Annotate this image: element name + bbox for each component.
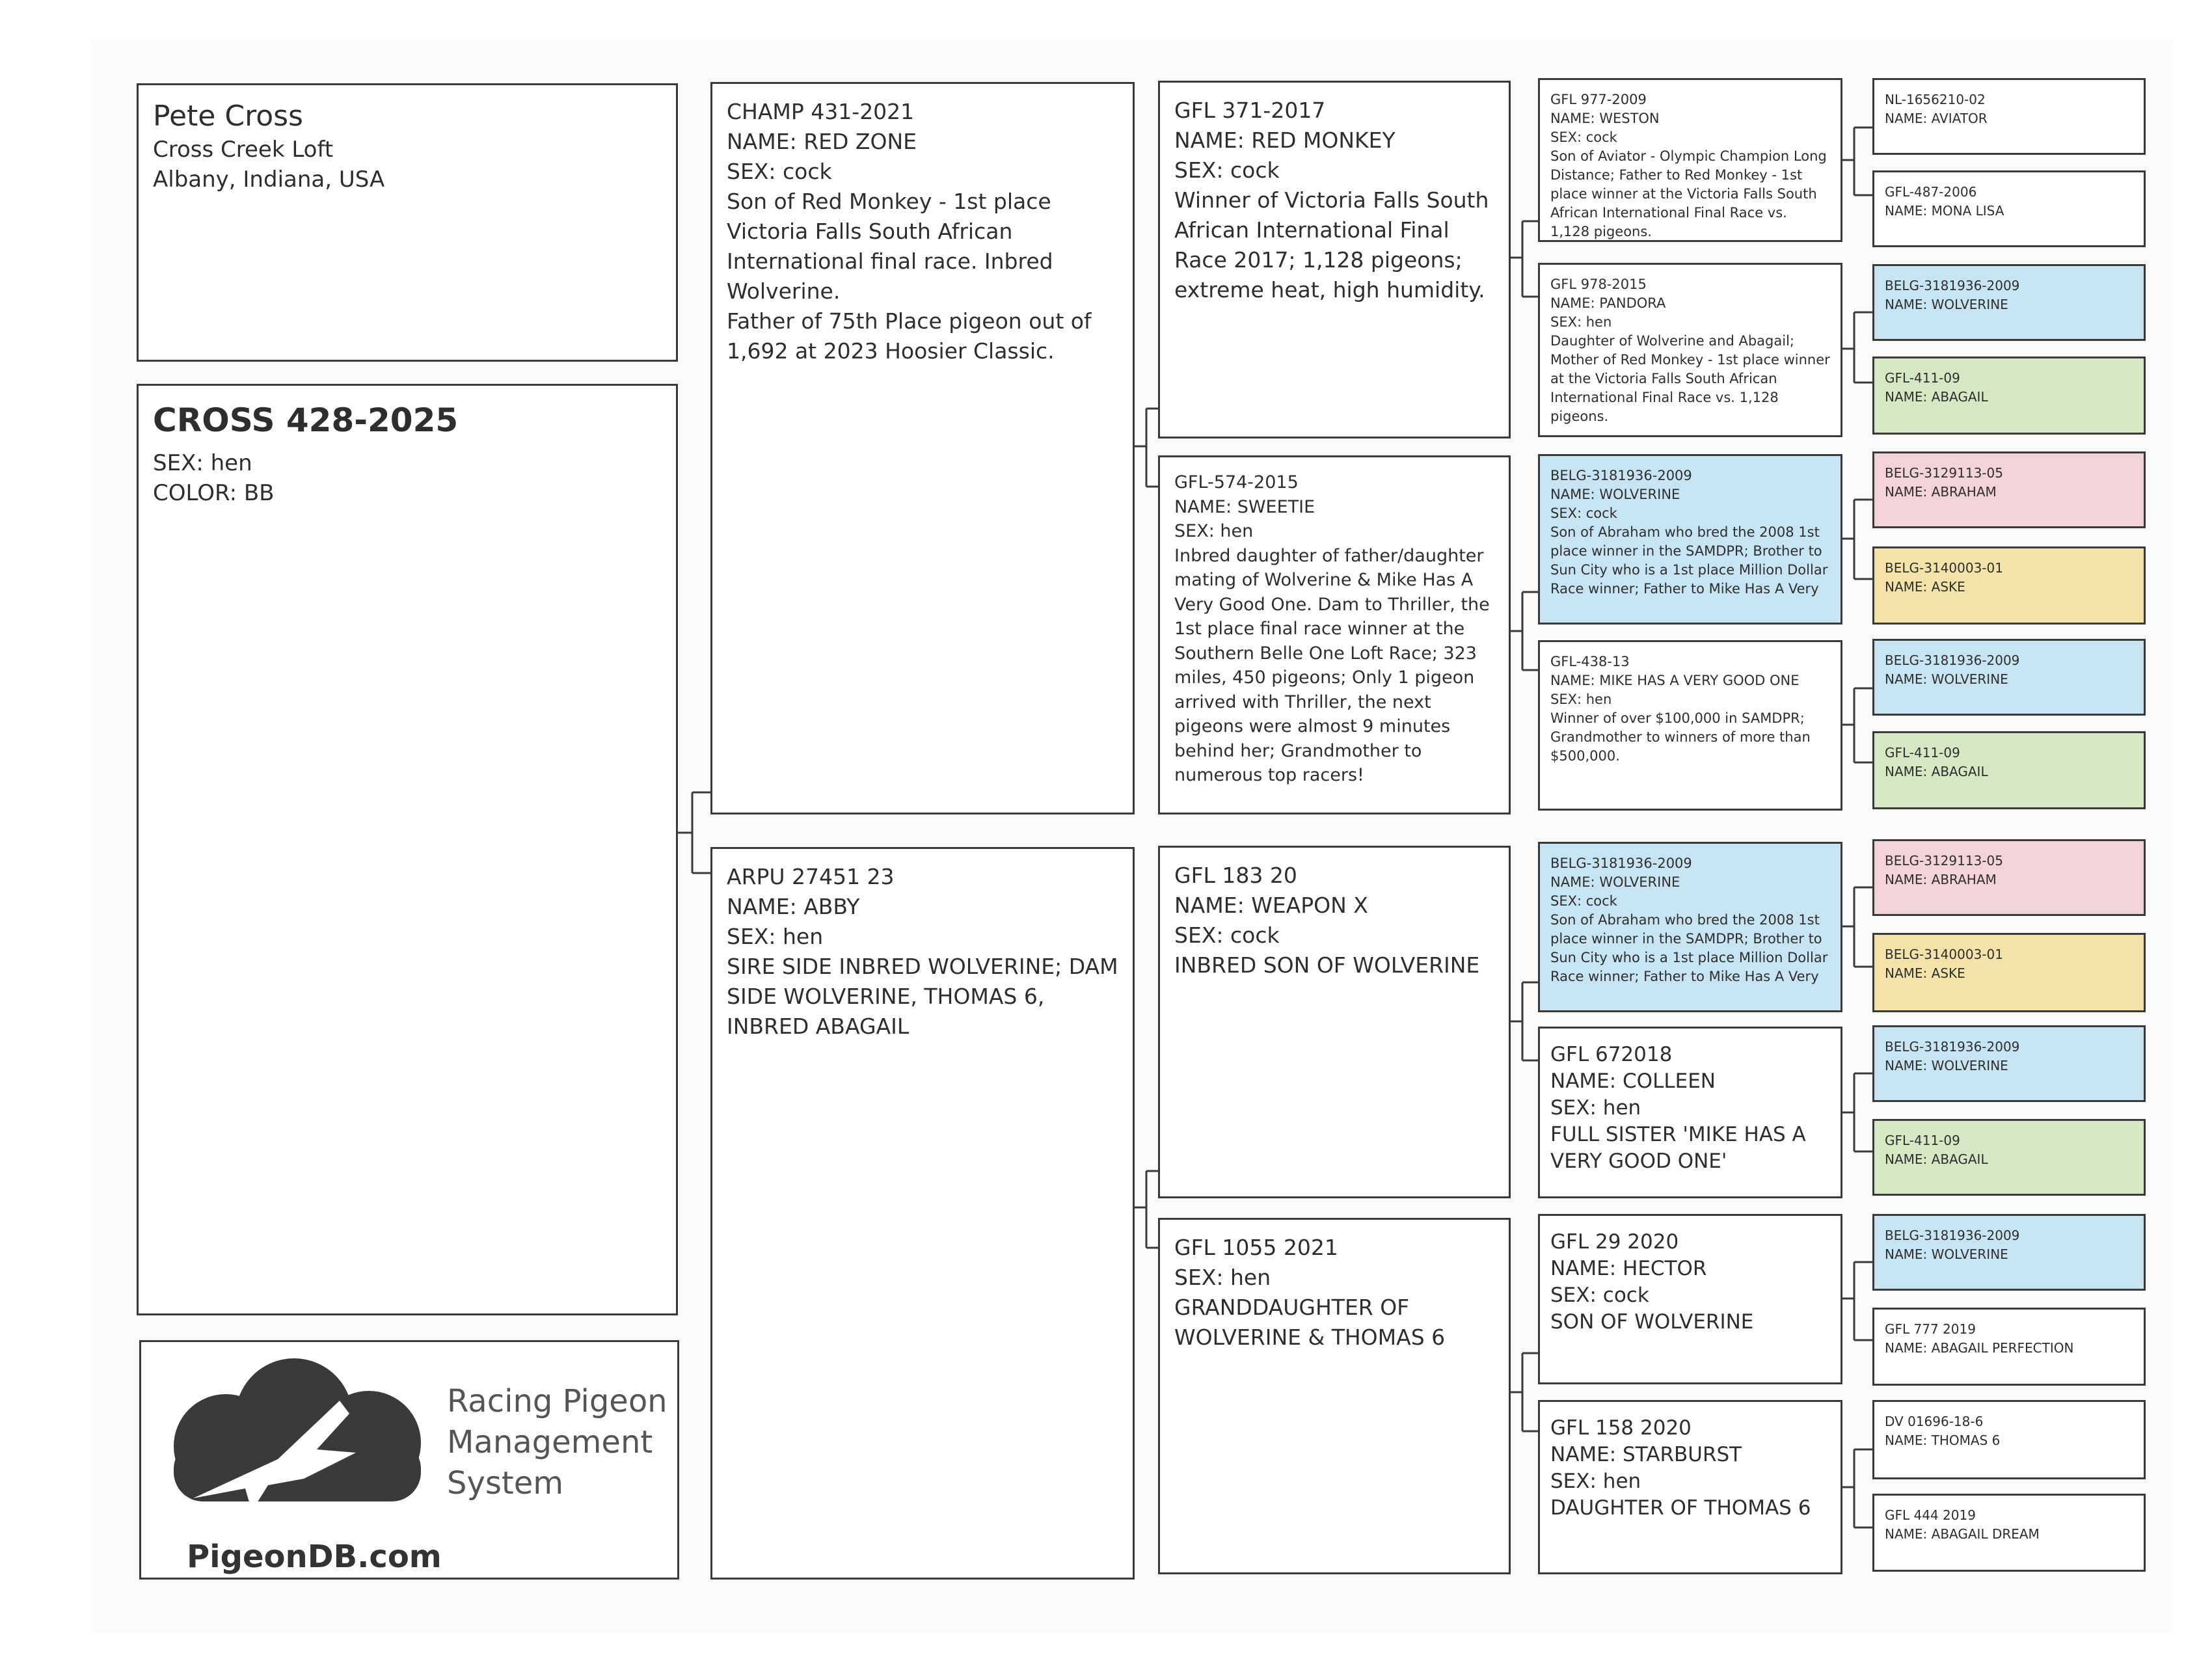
pedigree-id: GFL 371-2017	[1174, 98, 1326, 123]
sire-sex: SEX: cock	[727, 159, 832, 184]
pedigree-name: NAME: ABRAHAM	[1885, 484, 1997, 500]
pedigree-id: NL-1656210-02	[1885, 92, 1986, 107]
pedigree-note: Inbred daughter of father/daughter mating of Wolverine & Mike Has A Very Good One. Dam to Thriller, the 1st place final race winner at the Southern Belle One Loft Race; 323 miles, 450 pigeons; Only 1 pigeon arrived with Thriller, the next pigeons were almost 9 minutes behind her; Grandmother to numerous top racers!	[1174, 545, 1490, 785]
pedigree-note: FULL SISTER 'MIKE HAS A VERY GOOD ONE'	[1550, 1123, 1806, 1173]
subject-color: COLOR: BB	[153, 480, 275, 506]
pedigree-name: NAME: ASKE	[1885, 579, 1965, 595]
pedigree-box-gen3-1	[1158, 81, 1511, 438]
pedigree-id: GFL 29 2020	[1550, 1230, 1679, 1254]
pedigree-name: NAME: COLLEEN	[1550, 1070, 1716, 1093]
sire-box	[710, 82, 1135, 814]
pedigree-name: NAME: RED MONKEY	[1174, 128, 1396, 153]
pedigree-box-gen4-3	[1538, 454, 1842, 625]
pedigree-sex: SEX: cock	[1550, 505, 1617, 521]
pedigree-id: GFL 672018	[1550, 1043, 1673, 1066]
logo-line-2: Management	[447, 1424, 653, 1460]
pedigree-name: NAME: WEAPON X	[1174, 893, 1368, 918]
pedigree-box-gen5-15	[1872, 1400, 2146, 1479]
pedigree-box-gen5-6	[1872, 546, 2146, 625]
pedigree-id: BELG-3129113-05	[1885, 853, 2003, 868]
logo-line-3: System	[447, 1465, 563, 1501]
pedigree-id: BELG-3181936-2009	[1885, 1039, 2020, 1055]
logo-url: PigeonDB.com	[187, 1539, 442, 1575]
pedigree-box-gen5-12	[1872, 1119, 2146, 1196]
pedigree-sex: SEX: cock	[1174, 922, 1280, 948]
pedigree-note: Son of Aviator - Olympic Champion Long Distance; Father to Red Monkey - 1st place winner at the Victoria Falls South African International Final Race vs. 1,128 pigeons.	[1550, 148, 1827, 239]
pedigree-box-gen5-5	[1872, 451, 2146, 528]
pedigree-id: GFL 183 20	[1174, 863, 1297, 888]
pedigree-note: Winner of over $100,000 in SAMDPR; Grandmother to winners of more than $500,000.	[1550, 710, 1811, 764]
pedigree-id: GFL-487-2006	[1885, 184, 1977, 200]
pedigree-id: BELG-3181936-2009	[1885, 278, 2020, 293]
pedigree-name: NAME: THOMAS 6	[1885, 1433, 2001, 1448]
subject-box	[137, 384, 678, 1315]
pedigree-sex: SEX: hen	[1174, 1265, 1271, 1290]
logo-line-1: Racing Pigeon	[447, 1383, 668, 1420]
pedigree-id: BELG-3129113-05	[1885, 465, 2003, 481]
pedigree-id: GFL 1055 2021	[1174, 1235, 1338, 1260]
pedigree-note: SON OF WOLVERINE	[1550, 1310, 1754, 1334]
subject-sex: SEX: hen	[153, 450, 252, 476]
pedigree-name: NAME: AVIATOR	[1885, 111, 1988, 126]
pedigree-name: NAME: ASKE	[1885, 965, 1965, 981]
pedigree-box-gen3-2	[1158, 455, 1511, 814]
pedigree-box-gen5-10	[1872, 933, 2146, 1012]
owner-name: Pete Cross	[153, 100, 303, 133]
pedigree-box-gen5-2	[1872, 170, 2146, 247]
dam-name: NAME: ABBY	[727, 894, 860, 919]
dam-note: SIRE SIDE INBRED WOLVERINE; DAM SIDE WOLVERINE, THOMAS 6, INBRED ABAGAIL	[727, 954, 1118, 1039]
pedigree-box-gen4-7	[1538, 1214, 1842, 1384]
dam-id: ARPU 27451 23	[727, 864, 895, 889]
pedigree-name: NAME: WOLVERINE	[1550, 487, 1680, 502]
pedigree-name: NAME: ABAGAIL	[1885, 764, 1988, 779]
pedigree-name: NAME: STARBURST	[1550, 1443, 1742, 1466]
dam-sex: SEX: hen	[727, 924, 824, 949]
pedigree-box-gen3-3	[1158, 846, 1511, 1198]
pedigree-box-gen5-9	[1872, 839, 2146, 916]
sire-name: NAME: RED ZONE	[727, 129, 917, 154]
subject-id: CROSS 428-2025	[153, 401, 459, 439]
pedigree-box-gen5-4	[1872, 357, 2146, 435]
pedigree-id: GFL-574-2015	[1174, 472, 1299, 492]
pedigree-name: NAME: WESTON	[1550, 111, 1660, 126]
pedigree-id: GFL 977-2009	[1550, 92, 1647, 107]
pedigree-id: BELG-3140003-01	[1885, 560, 2003, 576]
pedigree-id: GFL 978-2015	[1550, 276, 1647, 292]
pedigree-id: BELG-3140003-01	[1885, 947, 2003, 962]
pedigree-sex: SEX: hen	[1550, 692, 1612, 707]
pedigree-note: Son of Abraham who bred the 2008 1st place winner in the SAMDPR; Brother to Sun City who is a 1st place Million Dollar Race winner; Father to Mike Has A Very	[1550, 912, 1828, 984]
pedigree-box-gen4-8	[1538, 1400, 1842, 1574]
owner-box	[137, 83, 678, 362]
pedigree-sex: SEX: cock	[1174, 157, 1280, 183]
pedigree-id: BELG-3181936-2009	[1885, 1228, 2020, 1243]
pedigree-note: Daughter of Wolverine and Abagail; Mother of Red Monkey - 1st place winner at the Victoria Falls South African International Final Race vs. 1,128 pigeons.	[1550, 333, 1830, 424]
pedigree-note: INBRED SON OF WOLVERINE	[1174, 952, 1480, 978]
pedigree-box-gen5-11	[1872, 1025, 2146, 1102]
pedigree-name: NAME: MIKE HAS A VERY GOOD ONE	[1550, 673, 1800, 688]
pedigree-box-gen5-3	[1872, 264, 2146, 341]
pedigree-sex: SEX: cock	[1550, 893, 1617, 909]
pedigree-box-gen5-13	[1872, 1214, 2146, 1291]
pedigree-name: NAME: SWEETIE	[1174, 496, 1315, 517]
logo-box	[139, 1340, 679, 1580]
pedigree-sex: SEX: hen	[1550, 1096, 1641, 1120]
pedigree-note: Son of Abraham who bred the 2008 1st place winner in the SAMDPR; Brother to Sun City who is a 1st place Million Dollar Race winner; Father to Mike Has A Very	[1550, 524, 1828, 597]
pedigree-id: GFL-411-09	[1885, 745, 1960, 760]
pedigree-box-gen5-8	[1872, 731, 2146, 809]
pedigree-box-gen4-2	[1538, 263, 1842, 437]
pedigree-id: BELG-3181936-2009	[1885, 653, 2020, 668]
pedigree-sex: SEX: hen	[1550, 1470, 1641, 1493]
pedigree-name: NAME: ABAGAIL DREAM	[1885, 1526, 2040, 1542]
pedigree-sex: SEX: hen	[1174, 521, 1254, 541]
pedigree-id: GFL-438-13	[1550, 654, 1630, 669]
pedigree-name: NAME: HECTOR	[1550, 1257, 1707, 1280]
pedigree-name: NAME: ABAGAIL	[1885, 1151, 1988, 1167]
pedigree-name: NAME: WOLVERINE	[1885, 1058, 2008, 1073]
pedigree-box-gen5-1	[1872, 78, 2146, 155]
pedigree-box-gen5-7	[1872, 639, 2146, 716]
sire-note-1: Son of Red Monkey - 1st place Victoria Falls South African International final race. Inbred Wolverine.	[727, 189, 1053, 304]
owner-location: Albany, Indiana, USA	[153, 167, 385, 193]
pedigree-name: NAME: WOLVERINE	[1885, 1246, 2008, 1262]
pedigree-box-gen4-4	[1538, 640, 1842, 811]
pedigree-sex: SEX: cock	[1550, 129, 1617, 145]
pedigree-box-gen5-14	[1872, 1308, 2146, 1386]
pedigree-name: NAME: ABAGAIL	[1885, 389, 1988, 405]
pedigree-id: GFL 158 2020	[1550, 1416, 1692, 1440]
pedigree-name: NAME: MONA LISA	[1885, 203, 2004, 219]
pedigree-name: NAME: WOLVERINE	[1885, 671, 2008, 687]
pedigree-box-gen5-16	[1872, 1494, 2146, 1572]
sire-note-2: Father of 75th Place pigeon out of 1,692 at 2023 Hoosier Classic.	[727, 308, 1092, 364]
logo-tagline	[447, 1381, 668, 1504]
pedigree-id: GFL 777 2019	[1885, 1321, 1976, 1337]
sire-id: CHAMP 431-2021	[727, 99, 915, 124]
pedigree-note: DAUGHTER OF THOMAS 6	[1550, 1496, 1811, 1520]
pigeon-cloud-logo-icon	[154, 1355, 440, 1524]
pedigree-id: GFL 444 2019	[1885, 1507, 1976, 1523]
pedigree-note: Winner of Victoria Falls South African International Final Race 2017; 1,128 pigeons; extreme heat, high humidity.	[1174, 187, 1489, 303]
owner-loft: Cross Creek Loft	[153, 137, 334, 163]
pedigree-id: GFL-411-09	[1885, 370, 1960, 386]
pedigree-name: NAME: WOLVERINE	[1550, 874, 1680, 890]
pedigree-box-gen4-5	[1538, 842, 1842, 1012]
pedigree-id: BELG-3181936-2009	[1550, 468, 1692, 483]
pedigree-name: NAME: ABAGAIL PERFECTION	[1885, 1340, 2074, 1356]
pedigree-note: GRANDDAUGHTER OF WOLVERINE & THOMAS 6	[1174, 1295, 1446, 1350]
pedigree-name: NAME: PANDORA	[1550, 295, 1666, 311]
dam-box	[710, 847, 1135, 1580]
pedigree-id: GFL-411-09	[1885, 1133, 1960, 1148]
pedigree-box-gen4-1	[1538, 78, 1842, 242]
pedigree-sex: SEX: cock	[1550, 1284, 1649, 1307]
pedigree-box-gen4-6	[1538, 1027, 1842, 1198]
pedigree-name: NAME: WOLVERINE	[1885, 297, 2008, 312]
pedigree-sex: SEX: hen	[1550, 314, 1612, 330]
pedigree-id: DV 01696-18-6	[1885, 1414, 1984, 1429]
pedigree-box-gen3-4	[1158, 1218, 1511, 1574]
pedigree-id: BELG-3181936-2009	[1550, 855, 1692, 871]
pedigree-name: NAME: ABRAHAM	[1885, 872, 1997, 887]
